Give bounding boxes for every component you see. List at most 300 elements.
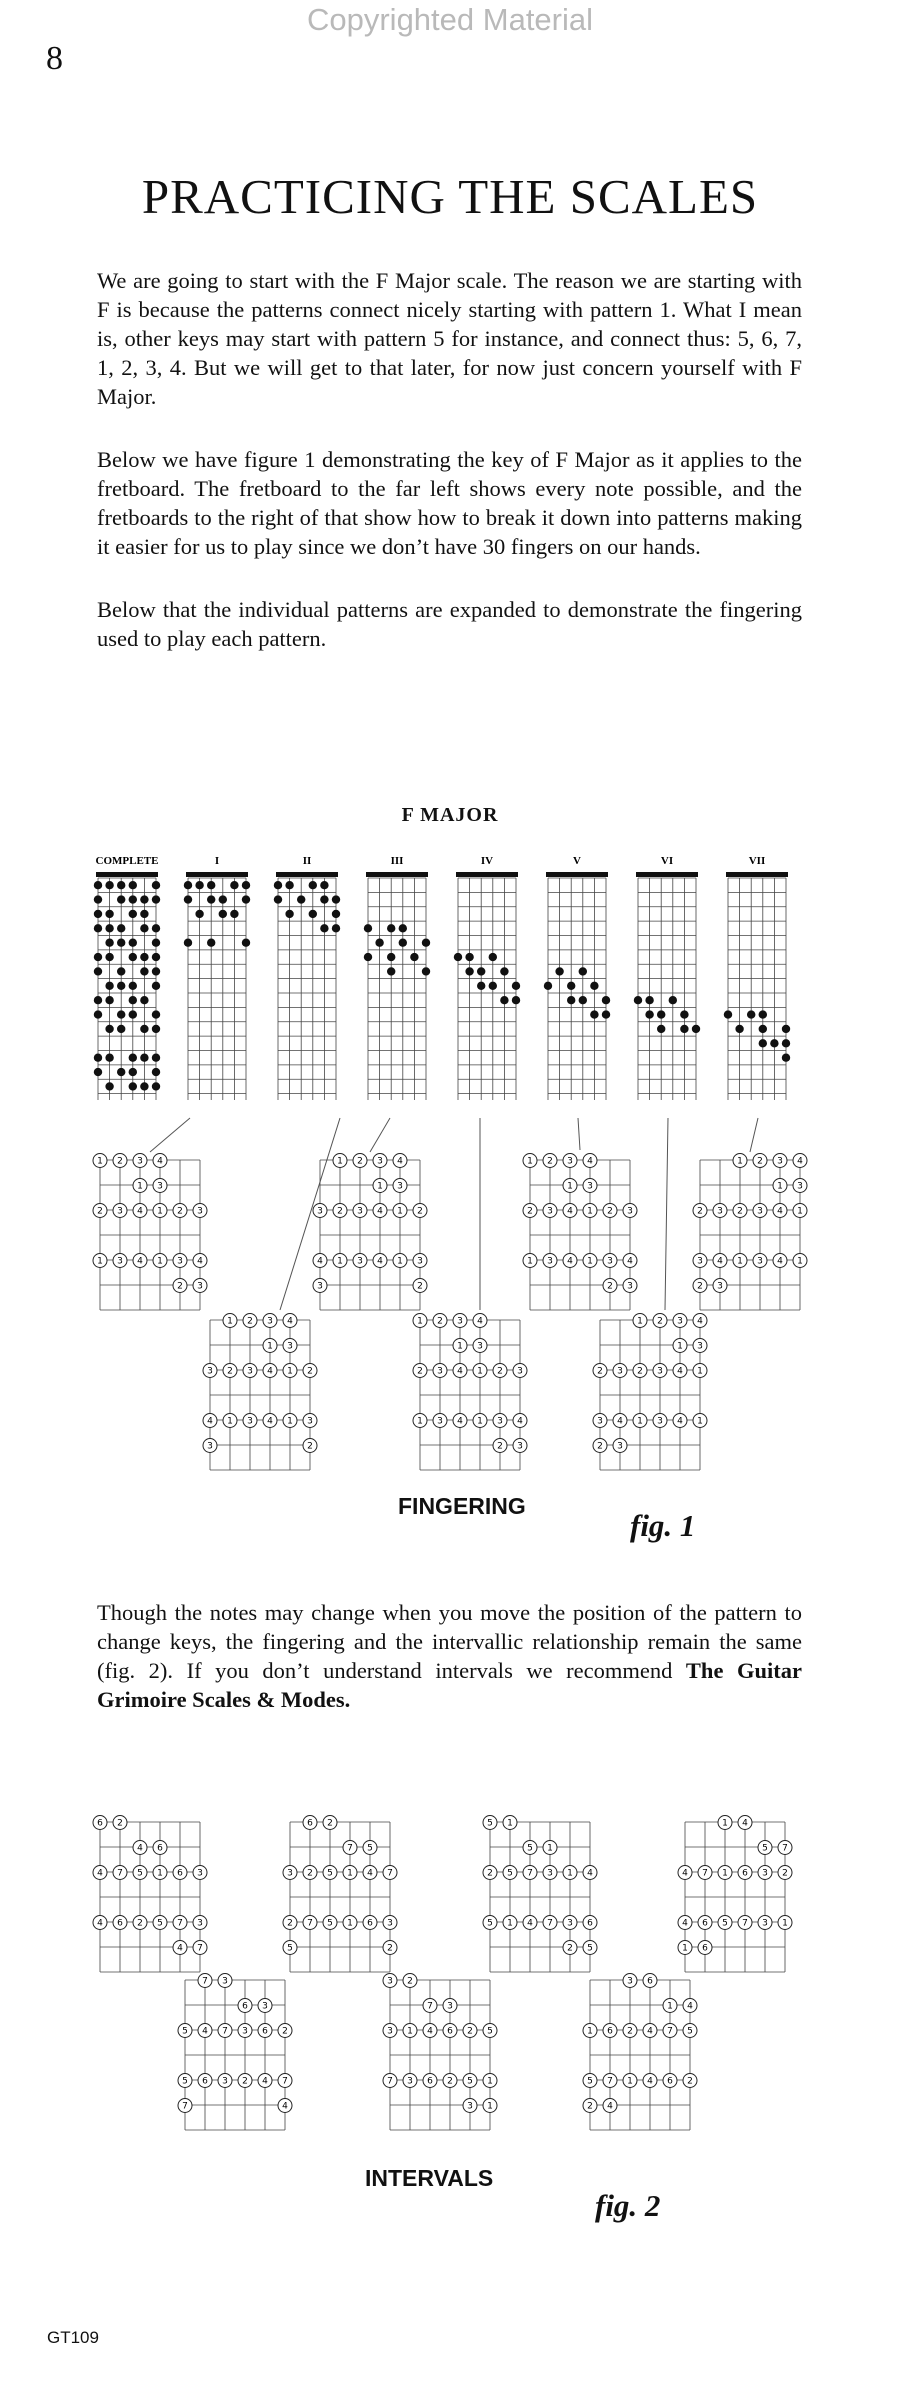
- svg-text:3: 3: [477, 1341, 483, 1352]
- svg-text:2: 2: [437, 1316, 443, 1327]
- svg-text:6: 6: [262, 2026, 268, 2037]
- svg-text:3: 3: [197, 1206, 203, 1217]
- svg-text:7: 7: [387, 1868, 393, 1879]
- svg-text:4: 4: [477, 1316, 483, 1327]
- svg-text:3: 3: [797, 1181, 803, 1192]
- svg-text:1: 1: [347, 1868, 353, 1879]
- svg-text:5: 5: [527, 1843, 533, 1854]
- svg-text:7: 7: [782, 1843, 788, 1854]
- svg-text:2: 2: [417, 1281, 423, 1292]
- svg-text:3: 3: [387, 1976, 393, 1987]
- svg-text:5: 5: [587, 2076, 593, 2087]
- svg-text:1: 1: [567, 1181, 573, 1192]
- interval-fretboards: [0, 1800, 900, 2200]
- svg-text:3: 3: [117, 1206, 123, 1217]
- svg-text:1: 1: [507, 1918, 513, 1929]
- svg-text:2: 2: [597, 1366, 603, 1377]
- svg-text:2: 2: [282, 2026, 288, 2037]
- svg-text:2: 2: [97, 1206, 103, 1217]
- svg-text:2: 2: [417, 1206, 423, 1217]
- svg-text:6: 6: [667, 2076, 673, 2087]
- page-number: 8: [46, 40, 63, 77]
- svg-text:1: 1: [637, 1316, 643, 1327]
- svg-text:6: 6: [242, 2001, 248, 2012]
- svg-text:3: 3: [397, 1181, 403, 1192]
- svg-text:2: 2: [687, 2076, 693, 2087]
- svg-text:1: 1: [407, 2026, 413, 2037]
- svg-text:4: 4: [202, 2026, 208, 2037]
- svg-text:4: 4: [587, 1868, 593, 1879]
- svg-text:5: 5: [722, 1918, 728, 1929]
- svg-text:2: 2: [487, 1868, 493, 1879]
- interval-board-4: [678, 1816, 792, 1973]
- svg-text:5: 5: [137, 1868, 143, 1879]
- svg-text:2: 2: [447, 2076, 453, 2087]
- svg-text:1: 1: [567, 1868, 573, 1879]
- svg-text:1: 1: [397, 1206, 403, 1217]
- svg-text:2: 2: [177, 1206, 183, 1217]
- svg-text:7: 7: [527, 1868, 533, 1879]
- svg-text:3: 3: [617, 1366, 623, 1377]
- interval-board-2: [283, 1816, 397, 1973]
- svg-text:1: 1: [397, 1256, 403, 1267]
- fingering-board-7: [593, 1314, 707, 1471]
- svg-text:4: 4: [427, 2026, 433, 2037]
- pattern-label-iv: IV: [480, 855, 494, 867]
- figure2-caption: INTERVALS: [365, 2165, 494, 2191]
- fingering-fretboards: [0, 1090, 900, 1490]
- svg-text:7: 7: [117, 1868, 123, 1879]
- svg-text:1: 1: [587, 1256, 593, 1267]
- svg-text:3: 3: [317, 1281, 323, 1292]
- svg-text:4: 4: [137, 1843, 143, 1854]
- svg-text:3: 3: [597, 1416, 603, 1427]
- svg-text:4: 4: [197, 1256, 203, 1267]
- svg-text:2: 2: [757, 1156, 763, 1167]
- svg-text:3: 3: [757, 1206, 763, 1217]
- figure1-title: F MAJOR: [401, 804, 499, 826]
- svg-text:2: 2: [527, 1206, 533, 1217]
- pattern-board-4: [364, 878, 430, 1100]
- svg-text:1: 1: [477, 1366, 483, 1377]
- svg-text:4: 4: [677, 1366, 683, 1377]
- pattern-board-8: [724, 878, 790, 1100]
- svg-text:1: 1: [227, 1416, 233, 1427]
- svg-text:3: 3: [207, 1441, 213, 1452]
- svg-text:1: 1: [157, 1868, 163, 1879]
- svg-text:1: 1: [377, 1181, 383, 1192]
- svg-text:2: 2: [637, 1366, 643, 1377]
- svg-text:3: 3: [197, 1918, 203, 1929]
- svg-text:5: 5: [487, 1918, 493, 1929]
- svg-text:7: 7: [307, 1918, 313, 1929]
- svg-text:4: 4: [517, 1416, 523, 1427]
- svg-text:1: 1: [637, 1416, 643, 1427]
- svg-text:5: 5: [487, 1818, 493, 1829]
- svg-text:2: 2: [627, 2026, 633, 2037]
- interval-board-6: [383, 1974, 497, 2131]
- svg-text:4: 4: [317, 1256, 323, 1267]
- svg-text:7: 7: [427, 2001, 433, 2012]
- svg-text:1: 1: [157, 1256, 163, 1267]
- svg-text:4: 4: [367, 1868, 373, 1879]
- svg-text:5: 5: [762, 1843, 768, 1854]
- svg-text:3: 3: [357, 1256, 363, 1267]
- svg-text:7: 7: [702, 1868, 708, 1879]
- svg-text:3: 3: [517, 1441, 523, 1452]
- svg-text:2: 2: [782, 1868, 788, 1879]
- svg-text:3: 3: [627, 1206, 633, 1217]
- pattern-label-vii: VII: [748, 855, 766, 867]
- svg-text:3: 3: [567, 1918, 573, 1929]
- svg-text:6: 6: [587, 1918, 593, 1929]
- pattern-label-v: V: [573, 855, 581, 867]
- figure1-label: fig. 1: [630, 1508, 696, 1543]
- svg-text:1: 1: [797, 1256, 803, 1267]
- svg-text:6: 6: [97, 1818, 103, 1829]
- pattern-label-i: I: [214, 855, 220, 867]
- svg-text:7: 7: [387, 2076, 393, 2087]
- svg-text:3: 3: [417, 1256, 423, 1267]
- svg-text:3: 3: [447, 2001, 453, 2012]
- svg-text:4: 4: [567, 1206, 573, 1217]
- svg-text:2: 2: [697, 1206, 703, 1217]
- svg-text:3: 3: [547, 1256, 553, 1267]
- svg-text:4: 4: [682, 1918, 688, 1929]
- svg-text:1: 1: [97, 1156, 103, 1167]
- svg-text:7: 7: [347, 1843, 353, 1854]
- svg-text:5: 5: [327, 1868, 333, 1879]
- svg-text:1: 1: [777, 1181, 783, 1192]
- svg-text:1: 1: [157, 1206, 163, 1217]
- fingering-board-4: [693, 1154, 807, 1311]
- svg-text:6: 6: [177, 1868, 183, 1879]
- svg-text:6: 6: [427, 2076, 433, 2087]
- svg-text:1: 1: [287, 1366, 293, 1377]
- svg-text:4: 4: [287, 1316, 293, 1327]
- svg-text:5: 5: [467, 2076, 473, 2087]
- svg-text:7: 7: [197, 1943, 203, 1954]
- svg-text:2: 2: [117, 1156, 123, 1167]
- svg-text:1: 1: [337, 1156, 343, 1167]
- svg-text:3: 3: [567, 1156, 573, 1167]
- svg-text:2: 2: [587, 2101, 593, 2112]
- svg-text:1: 1: [417, 1316, 423, 1327]
- svg-text:3: 3: [457, 1316, 463, 1327]
- svg-text:6: 6: [742, 1868, 748, 1879]
- svg-text:2: 2: [607, 1281, 613, 1292]
- interval-board-7: [583, 1974, 697, 2131]
- svg-text:4: 4: [627, 1256, 633, 1267]
- svg-text:5: 5: [287, 1943, 293, 1954]
- copyright-watermark: Copyrighted Material: [306, 2, 594, 37]
- pattern-label-ii: II: [302, 855, 312, 867]
- svg-text:1: 1: [587, 2026, 593, 2037]
- svg-text:7: 7: [742, 1918, 748, 1929]
- svg-text:6: 6: [607, 2026, 613, 2037]
- fingering-board-3: [523, 1154, 637, 1311]
- svg-text:3: 3: [387, 1918, 393, 1929]
- svg-text:7: 7: [182, 2101, 188, 2112]
- svg-text:1: 1: [722, 1868, 728, 1879]
- svg-text:4: 4: [282, 2101, 288, 2112]
- svg-text:2: 2: [407, 1976, 413, 1987]
- paragraph-3: Below that the individual patterns are expanded to demonstrate the fingering used to play each pattern.: [97, 597, 802, 651]
- svg-text:1: 1: [667, 2001, 673, 2012]
- svg-text:4: 4: [777, 1256, 783, 1267]
- svg-text:4: 4: [97, 1868, 103, 1879]
- svg-text:3: 3: [497, 1416, 503, 1427]
- svg-text:2: 2: [307, 1441, 313, 1452]
- svg-text:4: 4: [697, 1316, 703, 1327]
- pattern-board-2: [184, 878, 250, 1100]
- svg-text:3: 3: [377, 1156, 383, 1167]
- svg-text:1: 1: [347, 1918, 353, 1929]
- svg-text:3: 3: [467, 2101, 473, 2112]
- svg-text:7: 7: [202, 1976, 208, 1987]
- footer-code: GT109: [47, 2328, 99, 2347]
- svg-text:3: 3: [697, 1256, 703, 1267]
- svg-text:4: 4: [682, 1868, 688, 1879]
- svg-text:4: 4: [647, 2076, 653, 2087]
- svg-text:3: 3: [617, 1441, 623, 1452]
- svg-text:6: 6: [367, 1918, 373, 1929]
- svg-text:1: 1: [547, 1843, 553, 1854]
- svg-text:6: 6: [307, 1818, 313, 1829]
- svg-text:1: 1: [507, 1818, 513, 1829]
- svg-text:4: 4: [267, 1416, 273, 1427]
- svg-text:4: 4: [207, 1416, 213, 1427]
- svg-text:6: 6: [202, 2076, 208, 2087]
- svg-text:2: 2: [307, 1868, 313, 1879]
- svg-text:2: 2: [497, 1366, 503, 1377]
- svg-text:5: 5: [507, 1868, 513, 1879]
- svg-text:3: 3: [247, 1416, 253, 1427]
- svg-text:5: 5: [587, 1943, 593, 1954]
- svg-text:1: 1: [797, 1206, 803, 1217]
- svg-text:3: 3: [222, 2076, 228, 2087]
- svg-text:5: 5: [487, 2026, 493, 2037]
- svg-text:3: 3: [287, 1868, 293, 1879]
- svg-text:3: 3: [677, 1316, 683, 1327]
- svg-text:2: 2: [657, 1316, 663, 1327]
- paragraph-4: Though the notes may change when you move the position of the pattern to change keys, the fingering and the intervallic relationship remain the same (fig. 2). If you don’t understand intervals we recommend The Guitar Grimoire Scales & Modes.: [97, 1600, 802, 1712]
- pattern-board-3: [274, 878, 340, 1100]
- svg-text:4: 4: [647, 2026, 653, 2037]
- svg-text:3: 3: [177, 1256, 183, 1267]
- svg-text:2: 2: [227, 1366, 233, 1377]
- svg-text:1: 1: [477, 1416, 483, 1427]
- svg-text:3: 3: [627, 1281, 633, 1292]
- fingering-board-1: [93, 1154, 207, 1311]
- svg-text:3: 3: [627, 1976, 633, 1987]
- svg-text:1: 1: [267, 1341, 273, 1352]
- interval-board-1: [93, 1816, 207, 1973]
- svg-text:1: 1: [737, 1256, 743, 1267]
- svg-text:3: 3: [262, 2001, 268, 2012]
- svg-text:3: 3: [517, 1366, 523, 1377]
- svg-text:4: 4: [457, 1366, 463, 1377]
- svg-text:5: 5: [687, 2026, 693, 2037]
- svg-text:4: 4: [617, 1416, 623, 1427]
- pattern-board-6: [544, 878, 610, 1100]
- svg-text:4: 4: [137, 1206, 143, 1217]
- svg-text:2: 2: [357, 1156, 363, 1167]
- svg-text:2: 2: [387, 1943, 393, 1954]
- svg-text:4: 4: [777, 1206, 783, 1217]
- svg-text:7: 7: [222, 2026, 228, 2037]
- svg-text:3: 3: [137, 1156, 143, 1167]
- svg-text:3: 3: [307, 1416, 313, 1427]
- svg-text:3: 3: [197, 1868, 203, 1879]
- svg-text:4: 4: [567, 1256, 573, 1267]
- svg-text:1: 1: [227, 1316, 233, 1327]
- svg-text:4: 4: [797, 1156, 803, 1167]
- pattern-board-1: [94, 878, 160, 1100]
- pattern-board-7: [634, 878, 700, 1100]
- svg-text:3: 3: [777, 1156, 783, 1167]
- svg-text:1: 1: [682, 1943, 688, 1954]
- svg-text:3: 3: [697, 1341, 703, 1352]
- svg-text:2: 2: [337, 1206, 343, 1217]
- svg-text:5: 5: [367, 1843, 373, 1854]
- svg-text:4: 4: [157, 1156, 163, 1167]
- svg-text:2: 2: [177, 1281, 183, 1292]
- svg-text:6: 6: [117, 1918, 123, 1929]
- svg-text:3: 3: [157, 1181, 163, 1192]
- svg-text:3: 3: [407, 2076, 413, 2087]
- figure2-label: fig. 2: [595, 2188, 661, 2223]
- svg-text:2: 2: [607, 1206, 613, 1217]
- svg-text:6: 6: [702, 1943, 708, 1954]
- svg-text:3: 3: [222, 1976, 228, 1987]
- svg-text:3: 3: [607, 1256, 613, 1267]
- svg-text:2: 2: [597, 1441, 603, 1452]
- svg-text:3: 3: [717, 1281, 723, 1292]
- fingering-board-2: [313, 1154, 427, 1311]
- interval-board-3: [483, 1816, 597, 1973]
- svg-text:1: 1: [97, 1256, 103, 1267]
- svg-text:3: 3: [242, 2026, 248, 2037]
- svg-text:1: 1: [487, 2101, 493, 2112]
- fingering-board-6: [413, 1314, 527, 1471]
- svg-text:3: 3: [657, 1366, 663, 1377]
- svg-text:4: 4: [687, 2001, 693, 2012]
- svg-text:4: 4: [677, 1416, 683, 1427]
- svg-text:3: 3: [762, 1918, 768, 1929]
- svg-text:5: 5: [182, 2026, 188, 2037]
- svg-text:4: 4: [377, 1206, 383, 1217]
- svg-text:1: 1: [337, 1256, 343, 1267]
- svg-text:2: 2: [247, 1316, 253, 1327]
- svg-text:4: 4: [527, 1918, 533, 1929]
- svg-text:7: 7: [607, 2076, 613, 2087]
- svg-text:6: 6: [702, 1918, 708, 1929]
- svg-text:3: 3: [547, 1868, 553, 1879]
- svg-text:7: 7: [177, 1918, 183, 1929]
- svg-text:7: 7: [667, 2026, 673, 2037]
- svg-text:4: 4: [377, 1256, 383, 1267]
- svg-text:4: 4: [607, 2101, 613, 2112]
- paragraph-2: Below we have figure 1 demonstrating the key of F Major as it applies to the fretboard. The fretboard to the far left shows every note possible, and the fretboards to the right of that show how to break it down into patterns making it easier for us to play since we don’t have 30 fingers on our hands.: [97, 447, 802, 559]
- svg-text:1: 1: [737, 1156, 743, 1167]
- svg-text:1: 1: [722, 1818, 728, 1829]
- svg-text:4: 4: [97, 1918, 103, 1929]
- svg-text:2: 2: [417, 1366, 423, 1377]
- svg-text:3: 3: [757, 1256, 763, 1267]
- svg-text:3: 3: [267, 1316, 273, 1327]
- svg-text:5: 5: [157, 1918, 163, 1929]
- svg-text:2: 2: [307, 1366, 313, 1377]
- svg-text:1: 1: [287, 1416, 293, 1427]
- svg-text:6: 6: [157, 1843, 163, 1854]
- svg-text:7: 7: [282, 2076, 288, 2087]
- svg-text:4: 4: [742, 1818, 748, 1829]
- pattern-label-complete: COMPLETE: [95, 855, 159, 867]
- svg-text:2: 2: [497, 1441, 503, 1452]
- svg-text:4: 4: [262, 2076, 268, 2087]
- svg-text:4: 4: [717, 1256, 723, 1267]
- svg-text:4: 4: [137, 1256, 143, 1267]
- svg-text:1: 1: [697, 1416, 703, 1427]
- svg-text:3: 3: [207, 1366, 213, 1377]
- svg-text:6: 6: [647, 1976, 653, 1987]
- svg-text:2: 2: [117, 1818, 123, 1829]
- svg-text:1: 1: [627, 2076, 633, 2087]
- interval-board-5: [178, 1974, 292, 2131]
- svg-text:3: 3: [587, 1181, 593, 1192]
- svg-text:1: 1: [587, 1206, 593, 1217]
- svg-text:3: 3: [117, 1256, 123, 1267]
- svg-text:1: 1: [527, 1156, 533, 1167]
- paragraph-1: We are going to start with the F Major scale. The reason we are starting with F is because the patterns connect nicely starting with pattern 1. What I mean is, other keys may start with pattern 5 for instance, and connect thus: 5, 6, 7, 1, 2, 3, 4. But we will get to that later, for now just concern yourself with F Major.: [97, 268, 802, 409]
- svg-text:4: 4: [177, 1943, 183, 1954]
- svg-text:2: 2: [737, 1206, 743, 1217]
- svg-text:1: 1: [527, 1256, 533, 1267]
- svg-text:3: 3: [657, 1416, 663, 1427]
- pattern-label-vi: VI: [660, 855, 674, 867]
- svg-text:1: 1: [487, 2076, 493, 2087]
- pattern-label-iii: III: [390, 855, 404, 867]
- svg-text:1: 1: [417, 1416, 423, 1427]
- fingering-board-5: [203, 1314, 317, 1471]
- svg-text:3: 3: [437, 1416, 443, 1427]
- svg-text:5: 5: [182, 2076, 188, 2087]
- svg-text:2: 2: [137, 1918, 143, 1929]
- svg-text:4: 4: [587, 1156, 593, 1167]
- svg-text:2: 2: [287, 1918, 293, 1929]
- svg-text:1: 1: [677, 1341, 683, 1352]
- svg-text:3: 3: [197, 1281, 203, 1292]
- svg-text:1: 1: [782, 1918, 788, 1929]
- svg-text:3: 3: [247, 1366, 253, 1377]
- svg-text:6: 6: [447, 2026, 453, 2037]
- svg-text:3: 3: [357, 1206, 363, 1217]
- page-title: PRACTICING THE SCALES: [141, 169, 759, 224]
- svg-text:3: 3: [437, 1366, 443, 1377]
- svg-text:7: 7: [547, 1918, 553, 1929]
- svg-text:5: 5: [327, 1918, 333, 1929]
- svg-text:3: 3: [317, 1206, 323, 1217]
- svg-text:3: 3: [717, 1206, 723, 1217]
- pattern-fretboards: [0, 850, 900, 1100]
- svg-text:3: 3: [287, 1341, 293, 1352]
- svg-text:2: 2: [467, 2026, 473, 2037]
- svg-text:2: 2: [697, 1281, 703, 1292]
- svg-text:3: 3: [547, 1206, 553, 1217]
- svg-text:2: 2: [547, 1156, 553, 1167]
- svg-text:4: 4: [267, 1366, 273, 1377]
